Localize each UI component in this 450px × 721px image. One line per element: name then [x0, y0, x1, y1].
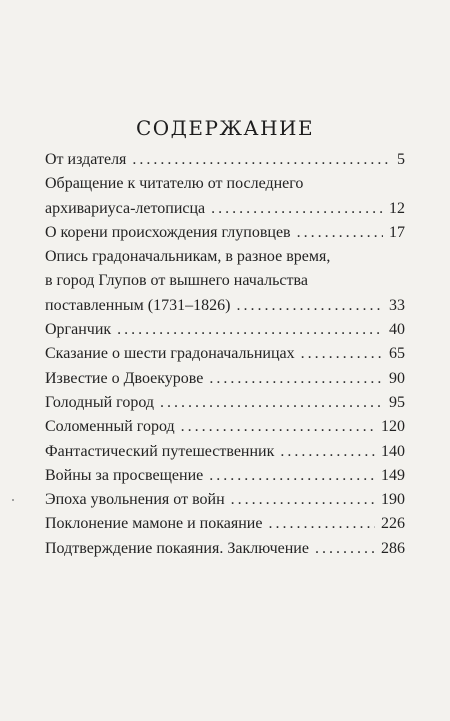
- toc-entry-title: Известие о Двоекурове: [45, 369, 204, 387]
- toc-entry-line: [45, 367, 405, 391]
- toc-entry: [45, 221, 405, 245]
- toc-entry-title: архивариуса-летописца: [45, 199, 206, 217]
- toc-page-number: 12: [389, 199, 405, 217]
- toc-entry-line: [45, 415, 405, 439]
- toc-entry-title: Войны за просвещение: [45, 466, 204, 484]
- dot-leader: [160, 391, 383, 415]
- dot-leader: [297, 221, 383, 245]
- toc-entry-line: [45, 440, 405, 464]
- toc-page-number: 5: [397, 151, 405, 168]
- toc-entry-line: [45, 197, 405, 221]
- toc-entry: [45, 148, 405, 172]
- toc-page-number: 140: [381, 442, 405, 460]
- page-title: СОДЕРЖАНИЕ: [135, 116, 315, 140]
- dot-leader: [117, 318, 383, 342]
- dot-leader: [280, 440, 375, 464]
- toc-entry: [45, 318, 405, 342]
- toc-entry-title: Подтверждение покаяния. Заключение: [45, 539, 309, 557]
- toc-entry: [45, 415, 405, 439]
- toc-entry-line: [45, 172, 405, 196]
- toc-entry: [45, 488, 405, 512]
- toc-entry: [45, 440, 405, 464]
- toc-entry-line: [45, 221, 405, 245]
- toc-entry: [45, 464, 405, 488]
- toc-entry-line: [45, 148, 405, 172]
- dot-leader: [315, 537, 375, 561]
- toc-entry: [45, 342, 405, 366]
- toc-entry: [45, 537, 405, 561]
- dot-leader: [211, 197, 383, 221]
- toc-entry-title: Поклонение мамоне и покаяние: [45, 515, 263, 533]
- toc-entry-title: Органчик: [45, 321, 112, 339]
- toc-page-number: 65: [389, 345, 405, 363]
- toc-entry-title: поставленным (1731–1826): [45, 296, 231, 314]
- toc-page-number: 120: [381, 418, 405, 436]
- toc-entry-title: Соломенный город: [45, 418, 175, 436]
- toc-entry: [45, 172, 405, 221]
- toc-page-number: 149: [381, 466, 405, 484]
- toc-page-number: 90: [389, 369, 405, 387]
- toc-entry-line: [45, 294, 405, 318]
- toc-entry: [45, 391, 405, 415]
- toc-entry-title: Обращение к читателю от последнего: [45, 175, 304, 193]
- toc-page-number: 95: [389, 393, 405, 411]
- toc-page-number: 17: [389, 223, 405, 241]
- toc-entry-line: [45, 245, 405, 269]
- toc-entry-line: [45, 318, 405, 342]
- toc-entry-line: [45, 537, 405, 561]
- toc-page-number: 33: [389, 296, 405, 314]
- dot-leader: [268, 512, 375, 536]
- toc-entry-title: Сказание о шести градоначальницах: [45, 345, 295, 363]
- dot-leader: [236, 294, 383, 318]
- toc-entry-title: О корени происхождения глуповцев: [45, 223, 291, 241]
- table-of-contents: [45, 148, 405, 561]
- toc-entry-title: в город Глупов от вышнего начальства: [45, 272, 308, 290]
- toc-page-number: 226: [381, 515, 405, 533]
- toc-page-number: 190: [381, 491, 405, 509]
- dot-leader: [301, 342, 383, 366]
- toc-entry-line: [45, 269, 405, 293]
- toc-entry-line: [45, 464, 405, 488]
- toc-entry-title: От издателя: [45, 151, 127, 168]
- dot-leader: [231, 488, 375, 512]
- toc-entry-line: [45, 512, 405, 536]
- toc-page-number: 40: [389, 321, 405, 339]
- toc-entry: [45, 245, 405, 318]
- toc-entry-line: [45, 342, 405, 366]
- toc-entry: [45, 512, 405, 536]
- toc-entry-title: Опись градоначальникам, в разное время,: [45, 248, 331, 266]
- dot-leader: [209, 464, 375, 488]
- toc-entry-title: Голодный город: [45, 393, 155, 411]
- toc-entry-title: Эпоха увольнения от войн: [45, 491, 225, 509]
- toc-entry-line: [45, 488, 405, 512]
- dot-leader: [132, 148, 389, 172]
- toc-entry-title: Фантастический путешественник: [45, 442, 275, 460]
- toc-page-number: 286: [381, 539, 405, 557]
- dot-leader: [209, 367, 383, 391]
- page-speck: [12, 499, 14, 501]
- toc-entry: [45, 367, 405, 391]
- toc-entry-line: [45, 391, 405, 415]
- dot-leader: [181, 415, 375, 439]
